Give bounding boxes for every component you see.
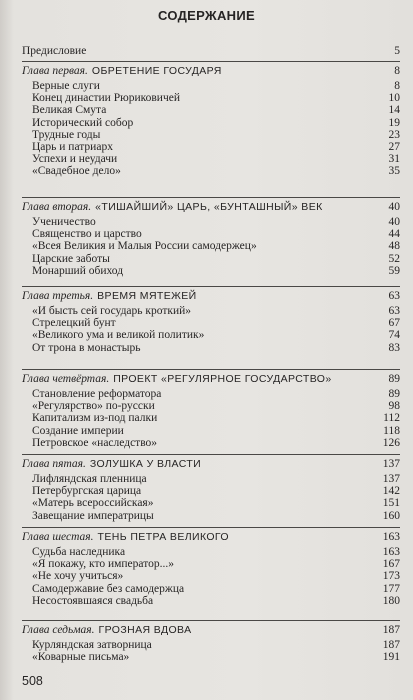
toc-entry-page: 191 (382, 651, 400, 664)
toc-entry (22, 305, 400, 317)
toc-entry (22, 141, 400, 153)
toc-entry (22, 558, 400, 570)
toc-entry-title: Великая Смута (32, 104, 107, 117)
toc-entry (22, 388, 400, 400)
chapter-page: 163 (382, 531, 400, 543)
toc-entry-title: Судьба наследника (32, 546, 126, 558)
toc-entry-title: Завещание императрицы (32, 509, 154, 522)
toc-entry (22, 497, 400, 509)
chapter-page: 8 (394, 65, 400, 77)
toc-entry-title: Священство и царство (32, 228, 142, 241)
toc-entry-title: «Великого ума и великой политик» (32, 329, 205, 342)
toc-entry-page: 63 (388, 305, 400, 317)
chapter-divider (22, 620, 400, 621)
toc-entry-title: Ученичество (32, 216, 96, 228)
chapter-divider (22, 61, 400, 62)
toc-entry-title: «Матерь всероссийская» (32, 497, 154, 510)
toc-entry-title: «Всея Великия и Малыя России самодержец» (32, 240, 257, 253)
toc-entry-page: 59 (388, 264, 400, 277)
toc-entry-page: 52 (388, 252, 400, 265)
toc-entry-page: 112 (383, 412, 400, 425)
toc-entry-page: 163 (382, 546, 400, 558)
toc-entry (22, 216, 400, 228)
toc-entry-page: 151 (382, 497, 400, 510)
chapter-heading (22, 624, 400, 637)
toc-entry-title: Капитализм из-под палки (32, 412, 158, 425)
toc-entry-page: 89 (388, 388, 400, 400)
toc-entry-page: 180 (382, 594, 400, 607)
toc-entry-page: 67 (388, 317, 400, 330)
toc-entry-page: 44 (388, 228, 400, 241)
chapter-block (22, 369, 400, 449)
toc-entry-title: Конец династии Рюриковичей (32, 92, 180, 105)
toc-entry (22, 400, 400, 412)
chapter-block (22, 454, 400, 522)
toc-entry (22, 595, 400, 607)
chapter-block (22, 286, 400, 354)
chapter-label: Глава третья. (22, 290, 94, 302)
toc-entry (22, 473, 400, 485)
chapter-title: ЗОЛУШКА У ВЛАСТИ (89, 458, 202, 470)
chapter-label: Глава пятая. (22, 458, 86, 470)
chapter-block (22, 620, 400, 663)
toc-entry-title: Лифляндская пленница (32, 473, 147, 485)
preface-entry (22, 44, 400, 58)
preface-label: Предисловие (22, 45, 87, 57)
toc-entry (22, 104, 400, 116)
chapter-page: 137 (382, 458, 400, 470)
toc-entry-title: Петровское «наследство» (32, 436, 158, 449)
toc-entry (22, 253, 400, 265)
toc-entry-title: Исторический собор (32, 116, 134, 129)
chapter-heading (22, 201, 400, 214)
chapter-title: ТЕНЬ ПЕТРА ВЕЛИКОГО (97, 531, 229, 543)
toc-entry (22, 92, 400, 104)
chapter-heading (22, 373, 400, 386)
preface-page: 5 (394, 45, 400, 57)
toc-entry-page: 98 (388, 400, 400, 413)
toc-entry (22, 485, 400, 497)
toc-entry (22, 80, 400, 92)
toc-entry-title: От трона в монастырь (32, 341, 141, 354)
toc-entry (22, 510, 400, 522)
toc-entry-title: Создание империи (32, 424, 124, 437)
chapter-heading (22, 65, 400, 78)
toc-entry-page: 167 (382, 558, 400, 571)
chapter-title: ОБРЕТЕНИЕ ГОСУДАРЯ (91, 65, 222, 77)
chapter-block (22, 197, 400, 277)
toc-entry-title: Несостоявшаяся свадьба (32, 594, 154, 607)
toc-entry-page: 8 (394, 80, 400, 92)
toc-entry-title: Царские заботы (32, 252, 110, 265)
toc-entry-title: Монарший обиход (32, 264, 124, 277)
chapter-page: 89 (388, 373, 400, 385)
toc-entry-page: 40 (388, 216, 400, 228)
toc-entry-page: 187 (382, 639, 400, 651)
toc-entry-title: «Я покажу, кто император...» (32, 558, 174, 571)
toc-entry-page: 173 (382, 570, 400, 583)
toc-entry-page: 137 (382, 473, 400, 485)
toc-entry-page: 177 (382, 582, 400, 595)
toc-entry-title: Самодержавие без самодержца (32, 582, 185, 595)
chapter-title: ВРЕМЯ МЯТЕЖЕЙ (97, 290, 197, 302)
toc-entry-title: Становление реформатора (32, 388, 162, 400)
toc-entry-page: 10 (388, 92, 400, 105)
toc-entry (22, 546, 400, 558)
toc-entry (22, 165, 400, 177)
chapter-label: Глава первая. (22, 65, 88, 77)
toc-entry-title: Верные слуги (32, 80, 100, 92)
toc-entry-page: 31 (388, 153, 400, 166)
page-number: 508 (22, 674, 43, 688)
toc-entry-page: 19 (388, 116, 400, 129)
toc-entry (22, 639, 400, 651)
chapter-label: Глава вторая. (22, 201, 92, 213)
toc-entry (22, 437, 400, 449)
toc-entry (22, 153, 400, 165)
chapter-page: 187 (382, 624, 400, 636)
chapter-divider (22, 197, 400, 198)
chapter-heading (22, 290, 400, 303)
chapter-label: Глава четвёртая. (22, 373, 110, 385)
toc-entry (22, 342, 400, 354)
page-title: СОДЕРЖАНИЕ (158, 8, 255, 23)
toc-entry (22, 329, 400, 341)
chapter-title: «ТИШАЙШИЙ» ЦАРЬ, «БУНТАШНЫЙ» ВЕК (95, 201, 323, 213)
toc-entry (22, 317, 400, 329)
chapter-label: Глава седьмая. (22, 624, 95, 636)
chapter-divider (22, 454, 400, 455)
toc-entry-page: 142 (382, 485, 400, 498)
chapter-divider (22, 527, 400, 528)
toc-entry-page: 118 (383, 424, 400, 437)
toc-entry (22, 228, 400, 240)
toc-entry (22, 425, 400, 437)
toc-entry (22, 570, 400, 582)
toc-entry-title: Трудные годы (32, 128, 101, 141)
toc-entry (22, 412, 400, 424)
toc-entry-title: «Регулярство» по-русски (32, 400, 155, 413)
chapter-title: ПРОЕКТ «РЕГУЛЯРНОЕ ГОСУДАРСТВО» (113, 373, 332, 385)
chapter-divider (22, 369, 400, 370)
toc-entry-title: Царь и патриарх (32, 140, 113, 153)
chapter-block (22, 527, 400, 607)
toc-entry-title: «Свадебное дело» (32, 165, 121, 178)
toc-entry-page: 48 (388, 240, 400, 253)
toc-entry (22, 583, 400, 595)
toc-entry-title: «Коварные письма» (32, 651, 130, 664)
toc-entry-title: «И бысть сей государь кроткий» (32, 305, 192, 317)
chapter-page: 40 (388, 201, 400, 213)
toc-entry-page: 160 (382, 509, 400, 522)
toc-entry (22, 117, 400, 129)
toc-entry-page: 14 (388, 104, 400, 117)
chapter-heading (22, 531, 400, 544)
toc-entry (22, 240, 400, 252)
chapter-block (22, 61, 400, 178)
toc-entry-title: Успехи и неудачи (32, 153, 118, 166)
toc-entry-title: «Не хочу учиться» (32, 570, 124, 583)
toc-entry-page: 27 (388, 140, 400, 153)
chapter-title: ГРОЗНАЯ ВДОВА (98, 624, 192, 636)
chapter-page: 63 (388, 290, 400, 302)
chapter-heading (22, 458, 400, 471)
toc-entry (22, 129, 400, 141)
chapter-label: Глава шестая. (22, 531, 94, 543)
toc-entry-page: 74 (388, 329, 400, 342)
toc-entry-page: 126 (382, 436, 400, 449)
toc-entry-title: Петербургская царица (32, 485, 142, 498)
toc-entry-page: 35 (388, 165, 400, 178)
toc-entry-title: Курляндская затворница (32, 639, 152, 651)
toc-entry (22, 265, 400, 277)
toc-entry-page: 83 (388, 341, 400, 354)
chapter-divider (22, 286, 400, 287)
toc-entry-title: Стрелецкий бунт (32, 317, 116, 330)
toc-entry-page: 23 (388, 128, 400, 141)
toc-entry (22, 651, 400, 663)
